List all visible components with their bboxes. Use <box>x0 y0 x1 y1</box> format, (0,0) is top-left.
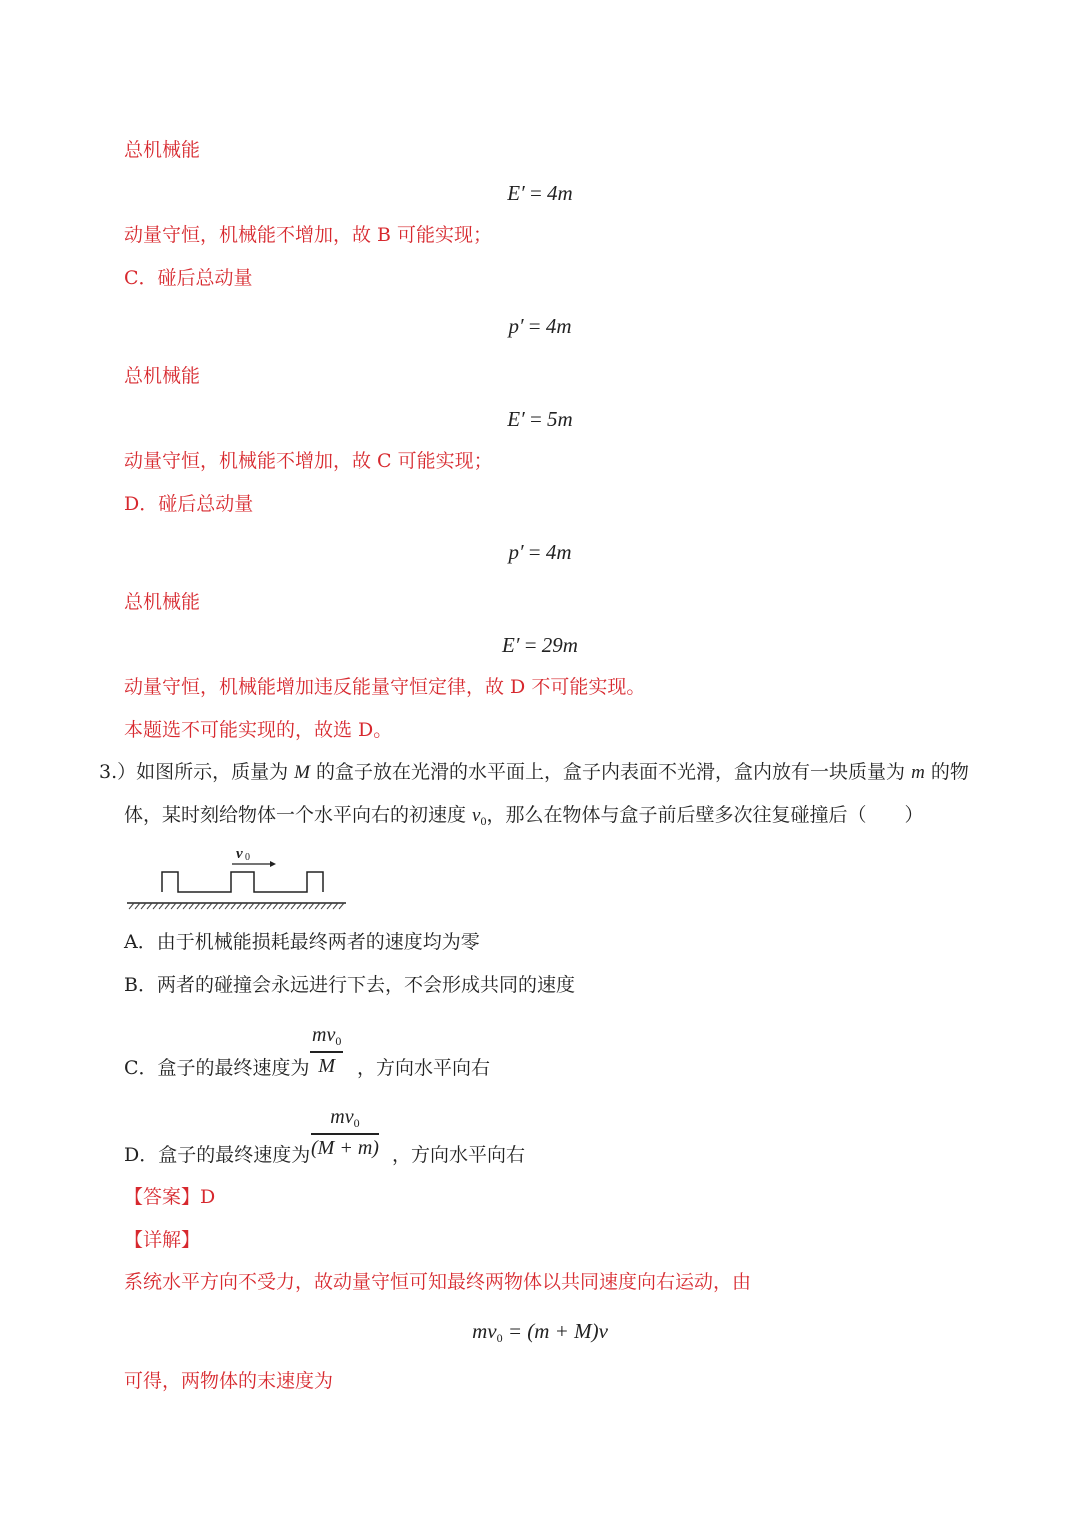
option-c-text: C．盒子的最终速度为 <box>124 1057 310 1079</box>
formula-lhs: $mv_0$ <box>472 1319 503 1345</box>
text-line: 本题选不可能实现的，故选 D。 <box>124 719 393 741</box>
math-var: m <box>911 762 925 783</box>
formula-rhs: 29m <box>541 633 578 657</box>
formula <box>0 313 1080 339</box>
option-d-text: D．盒子的最终速度为 <box>124 1144 311 1166</box>
text-line: C．碰后总动量 <box>124 267 253 289</box>
question-figure <box>124 838 354 918</box>
question-text: 的盒子放在光滑的水平面上，盒子内表面不光滑，盒内放有一块质量为 <box>310 761 912 783</box>
formula <box>0 539 1080 565</box>
box-outline <box>162 872 323 892</box>
question-text: 体，某时刻给物体一个水平向右的初速度 <box>124 804 473 826</box>
text-line: 动量守恒，机械能不增加，故 C 可能实现； <box>124 450 493 472</box>
formula-lhs: E′ <box>502 633 520 657</box>
box-diagram <box>124 838 354 918</box>
formula <box>0 406 1080 432</box>
text-line: 可得，两物体的末速度为 <box>124 1370 334 1392</box>
option-d-direction: ，方向水平向右 <box>392 1144 526 1166</box>
formula-eq: = <box>523 314 546 338</box>
text-line: D．碰后总动量 <box>124 493 254 515</box>
option-c-fraction: $mv_0$ M <box>312 1024 342 1077</box>
formula-eq: = <box>524 407 548 431</box>
detail-label: 【详解】 <box>124 1229 201 1251</box>
question-text: 3.）如图所示，质量为 <box>99 761 295 783</box>
formula-eq: = <box>524 181 548 205</box>
question-line <box>124 803 924 833</box>
answer-label: 【答案】D <box>124 1186 216 1208</box>
formula <box>0 632 1080 658</box>
math-var: $v_0$ <box>472 805 487 828</box>
option-d <box>124 1143 310 1167</box>
formula-lhs: E′ <box>507 407 525 431</box>
option-c <box>124 1056 310 1080</box>
question-line <box>99 760 969 785</box>
formula-rhs: = (m + M)v <box>502 1319 608 1343</box>
formula-rhs: 4m <box>545 314 572 338</box>
option-c-direction: ，方向水平向右 <box>357 1057 491 1079</box>
formula-eq: = <box>519 633 542 657</box>
arrow-head-icon <box>270 861 276 867</box>
text-line: 系统水平方向不受力，故动量守恒可知最终两物体以共同速度向右运动，由 <box>124 1271 752 1293</box>
math-var: M <box>294 762 310 783</box>
ground-hatch <box>129 903 344 909</box>
formula-lhs: p′ <box>508 540 524 564</box>
text-line: 总机械能 <box>124 591 201 613</box>
momentum-equation <box>0 1318 1080 1351</box>
text-line: 总机械能 <box>124 365 201 387</box>
text-line: 动量守恒，机械能不增加，故 B 可能实现； <box>124 224 493 246</box>
velocity-label: v <box>236 846 243 862</box>
text-line: 动量守恒，机械能增加违反能量守恒定律，故 D 不可能实现。 <box>124 676 646 698</box>
formula-rhs: 4m <box>547 181 573 205</box>
option-d-fraction: $mv_0$ (M + m) <box>311 1106 379 1159</box>
formula-rhs: 5m <box>547 407 573 431</box>
formula-rhs: 4m <box>545 540 572 564</box>
question-text: ，那么在物体与盒子前后壁多次往复碰撞后（ ） <box>486 804 924 826</box>
velocity-label-sub: 0 <box>245 852 250 863</box>
option-a: A．由于机械能损耗最终两者的速度均为零 <box>124 931 480 953</box>
formula-eq: = <box>523 540 546 564</box>
formula-lhs: E′ <box>507 181 525 205</box>
text-line: 总机械能 <box>124 139 201 161</box>
option-b: B．两者的碰撞会永远进行下去，不会形成共同的速度 <box>124 974 575 996</box>
question-text: 的物 <box>924 761 969 783</box>
formula-lhs: p′ <box>508 314 524 338</box>
formula <box>0 180 1080 206</box>
